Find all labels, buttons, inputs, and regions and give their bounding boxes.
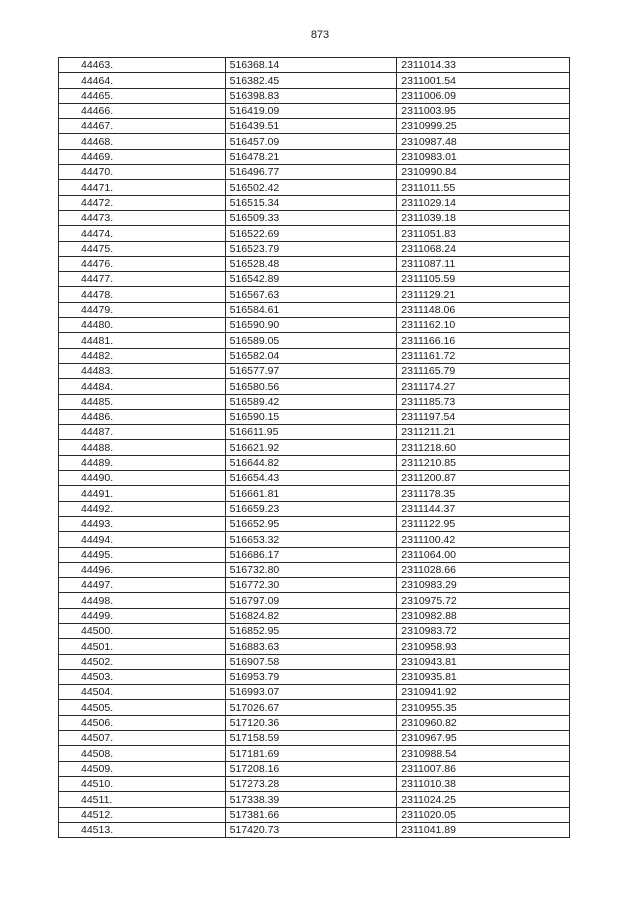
y-coordinate-cell: 2311029.14 bbox=[397, 195, 570, 210]
table-row bbox=[59, 394, 570, 409]
y-coordinate-cell: 2310975.72 bbox=[397, 593, 570, 608]
table-row bbox=[59, 715, 570, 730]
x-coordinate-cell: 516824.82 bbox=[225, 608, 397, 623]
x-coordinate-cell: 516661.81 bbox=[225, 486, 397, 501]
x-coordinate-cell: 517026.67 bbox=[225, 700, 397, 715]
x-coordinate-cell: 516523.79 bbox=[225, 241, 397, 256]
table-row bbox=[59, 149, 570, 164]
point-number-cell: 44494. bbox=[59, 532, 226, 547]
point-number-cell: 44509. bbox=[59, 761, 226, 776]
point-number-cell: 44510. bbox=[59, 776, 226, 791]
table-row bbox=[59, 241, 570, 256]
point-number-cell: 44493. bbox=[59, 516, 226, 531]
x-coordinate-cell: 516653.32 bbox=[225, 532, 397, 547]
table-row bbox=[59, 547, 570, 562]
x-coordinate-cell: 516382.45 bbox=[225, 73, 397, 88]
y-coordinate-cell: 2311162.10 bbox=[397, 318, 570, 333]
x-coordinate-cell: 516652.95 bbox=[225, 516, 397, 531]
y-coordinate-cell: 2311011.55 bbox=[397, 180, 570, 195]
x-coordinate-cell: 516654.43 bbox=[225, 471, 397, 486]
table-row bbox=[59, 272, 570, 287]
x-coordinate-cell: 517181.69 bbox=[225, 746, 397, 761]
table-row bbox=[59, 623, 570, 638]
table-row bbox=[59, 165, 570, 180]
y-coordinate-cell: 2310988.54 bbox=[397, 746, 570, 761]
table-row bbox=[59, 103, 570, 118]
point-number-cell: 44484. bbox=[59, 379, 226, 394]
table-row bbox=[59, 685, 570, 700]
y-coordinate-cell: 2310999.25 bbox=[397, 119, 570, 134]
x-coordinate-cell: 516772.30 bbox=[225, 578, 397, 593]
y-coordinate-cell: 2311100.42 bbox=[397, 532, 570, 547]
y-coordinate-cell: 2311166.16 bbox=[397, 333, 570, 348]
table-row bbox=[59, 578, 570, 593]
table-body bbox=[59, 58, 570, 838]
y-coordinate-cell: 2310982.88 bbox=[397, 608, 570, 623]
y-coordinate-cell: 2311024.25 bbox=[397, 792, 570, 807]
y-coordinate-cell: 2311001.54 bbox=[397, 73, 570, 88]
point-number-cell: 44474. bbox=[59, 226, 226, 241]
point-number-cell: 44513. bbox=[59, 822, 226, 837]
point-number-cell: 44471. bbox=[59, 180, 226, 195]
y-coordinate-cell: 2311144.37 bbox=[397, 501, 570, 516]
table-row bbox=[59, 792, 570, 807]
table-row bbox=[59, 425, 570, 440]
y-coordinate-cell: 2311007.86 bbox=[397, 761, 570, 776]
y-coordinate-cell: 2310935.81 bbox=[397, 669, 570, 684]
point-number-cell: 44500. bbox=[59, 623, 226, 638]
point-number-cell: 44498. bbox=[59, 593, 226, 608]
y-coordinate-cell: 2310990.84 bbox=[397, 165, 570, 180]
point-number-cell: 44475. bbox=[59, 241, 226, 256]
table-row bbox=[59, 593, 570, 608]
point-number-cell: 44463. bbox=[59, 58, 226, 73]
point-number-cell: 44508. bbox=[59, 746, 226, 761]
y-coordinate-cell: 2311148.06 bbox=[397, 302, 570, 317]
table-row bbox=[59, 256, 570, 271]
x-coordinate-cell: 516732.80 bbox=[225, 562, 397, 577]
point-number-cell: 44485. bbox=[59, 394, 226, 409]
table-row bbox=[59, 180, 570, 195]
table-row bbox=[59, 58, 570, 73]
point-number-cell: 44495. bbox=[59, 547, 226, 562]
table-row bbox=[59, 440, 570, 455]
x-coordinate-cell: 517120.36 bbox=[225, 715, 397, 730]
x-coordinate-cell: 516522.69 bbox=[225, 226, 397, 241]
y-coordinate-cell: 2311064.00 bbox=[397, 547, 570, 562]
y-coordinate-cell: 2310958.93 bbox=[397, 639, 570, 654]
point-number-cell: 44503. bbox=[59, 669, 226, 684]
x-coordinate-cell: 517158.59 bbox=[225, 731, 397, 746]
point-number-cell: 44478. bbox=[59, 287, 226, 302]
y-coordinate-cell: 2311028.66 bbox=[397, 562, 570, 577]
y-coordinate-cell: 2311161.72 bbox=[397, 348, 570, 363]
x-coordinate-cell: 517338.39 bbox=[225, 792, 397, 807]
x-coordinate-cell: 516686.17 bbox=[225, 547, 397, 562]
y-coordinate-cell: 2311087.11 bbox=[397, 256, 570, 271]
table-row bbox=[59, 333, 570, 348]
y-coordinate-cell: 2311051.83 bbox=[397, 226, 570, 241]
table-row bbox=[59, 486, 570, 501]
table-row bbox=[59, 409, 570, 424]
y-coordinate-cell: 2311185.73 bbox=[397, 394, 570, 409]
x-coordinate-cell: 516509.33 bbox=[225, 210, 397, 225]
y-coordinate-cell: 2310943.81 bbox=[397, 654, 570, 669]
point-number-cell: 44477. bbox=[59, 272, 226, 287]
x-coordinate-cell: 516582.04 bbox=[225, 348, 397, 363]
point-number-cell: 44492. bbox=[59, 501, 226, 516]
y-coordinate-cell: 2311039.18 bbox=[397, 210, 570, 225]
point-number-cell: 44473. bbox=[59, 210, 226, 225]
point-number-cell: 44507. bbox=[59, 731, 226, 746]
table-row bbox=[59, 562, 570, 577]
point-number-cell: 44512. bbox=[59, 807, 226, 822]
table-row bbox=[59, 654, 570, 669]
x-coordinate-cell: 516589.05 bbox=[225, 333, 397, 348]
page-number: 873 bbox=[310, 29, 330, 41]
y-coordinate-cell: 2311014.33 bbox=[397, 58, 570, 73]
table-row bbox=[59, 669, 570, 684]
point-number-cell: 44489. bbox=[59, 455, 226, 470]
x-coordinate-cell: 516589.42 bbox=[225, 394, 397, 409]
y-coordinate-cell: 2310983.29 bbox=[397, 578, 570, 593]
x-coordinate-cell: 516953.79 bbox=[225, 669, 397, 684]
point-number-cell: 44504. bbox=[59, 685, 226, 700]
table-row bbox=[59, 761, 570, 776]
table-row bbox=[59, 501, 570, 516]
x-coordinate-cell: 516528.48 bbox=[225, 256, 397, 271]
y-coordinate-cell: 2311122.95 bbox=[397, 516, 570, 531]
y-coordinate-cell: 2310941.92 bbox=[397, 685, 570, 700]
x-coordinate-cell: 516590.90 bbox=[225, 318, 397, 333]
table-row bbox=[59, 700, 570, 715]
x-coordinate-cell: 516907.58 bbox=[225, 654, 397, 669]
point-number-cell: 44497. bbox=[59, 578, 226, 593]
table-row bbox=[59, 455, 570, 470]
point-number-cell: 44466. bbox=[59, 103, 226, 118]
y-coordinate-cell: 2311211.21 bbox=[397, 425, 570, 440]
point-number-cell: 44511. bbox=[59, 792, 226, 807]
y-coordinate-cell: 2311210.85 bbox=[397, 455, 570, 470]
point-number-cell: 44506. bbox=[59, 715, 226, 730]
y-coordinate-cell: 2310983.01 bbox=[397, 149, 570, 164]
point-number-cell: 44488. bbox=[59, 440, 226, 455]
x-coordinate-cell: 516852.95 bbox=[225, 623, 397, 638]
y-coordinate-cell: 2311068.24 bbox=[397, 241, 570, 256]
table-row bbox=[59, 516, 570, 531]
table-row bbox=[59, 776, 570, 791]
x-coordinate-cell: 517381.66 bbox=[225, 807, 397, 822]
y-coordinate-cell: 2311010.38 bbox=[397, 776, 570, 791]
x-coordinate-cell: 516502.42 bbox=[225, 180, 397, 195]
table-row bbox=[59, 287, 570, 302]
point-number-cell: 44468. bbox=[59, 134, 226, 149]
y-coordinate-cell: 2311041.89 bbox=[397, 822, 570, 837]
point-number-cell: 44470. bbox=[59, 165, 226, 180]
y-coordinate-cell: 2310960.82 bbox=[397, 715, 570, 730]
point-number-cell: 44479. bbox=[59, 302, 226, 317]
x-coordinate-cell: 517420.73 bbox=[225, 822, 397, 837]
x-coordinate-cell: 516797.09 bbox=[225, 593, 397, 608]
point-number-cell: 44469. bbox=[59, 149, 226, 164]
x-coordinate-cell: 516515.34 bbox=[225, 195, 397, 210]
point-number-cell: 44481. bbox=[59, 333, 226, 348]
x-coordinate-cell: 516496.77 bbox=[225, 165, 397, 180]
y-coordinate-cell: 2311178.35 bbox=[397, 486, 570, 501]
point-number-cell: 44491. bbox=[59, 486, 226, 501]
table-row bbox=[59, 746, 570, 761]
point-number-cell: 44476. bbox=[59, 256, 226, 271]
table-row bbox=[59, 195, 570, 210]
point-number-cell: 44482. bbox=[59, 348, 226, 363]
x-coordinate-cell: 517273.28 bbox=[225, 776, 397, 791]
table-row bbox=[59, 822, 570, 837]
point-number-cell: 44472. bbox=[59, 195, 226, 210]
x-coordinate-cell: 517208.16 bbox=[225, 761, 397, 776]
point-number-cell: 44465. bbox=[59, 88, 226, 103]
table-row bbox=[59, 302, 570, 317]
table-row bbox=[59, 134, 570, 149]
y-coordinate-cell: 2310955.35 bbox=[397, 700, 570, 715]
point-number-cell: 44486. bbox=[59, 409, 226, 424]
x-coordinate-cell: 516419.09 bbox=[225, 103, 397, 118]
y-coordinate-cell: 2311003.95 bbox=[397, 103, 570, 118]
point-number-cell: 44505. bbox=[59, 700, 226, 715]
y-coordinate-cell: 2310987.48 bbox=[397, 134, 570, 149]
point-number-cell: 44502. bbox=[59, 654, 226, 669]
y-coordinate-cell: 2311218.60 bbox=[397, 440, 570, 455]
y-coordinate-cell: 2311129.21 bbox=[397, 287, 570, 302]
x-coordinate-cell: 516478.21 bbox=[225, 149, 397, 164]
coordinate-table bbox=[58, 57, 570, 838]
table-row bbox=[59, 532, 570, 547]
y-coordinate-cell: 2311200.87 bbox=[397, 471, 570, 486]
table-row bbox=[59, 348, 570, 363]
table-row bbox=[59, 363, 570, 378]
y-coordinate-cell: 2311020.05 bbox=[397, 807, 570, 822]
table-row bbox=[59, 471, 570, 486]
x-coordinate-cell: 516368.14 bbox=[225, 58, 397, 73]
x-coordinate-cell: 516659.23 bbox=[225, 501, 397, 516]
x-coordinate-cell: 516590.15 bbox=[225, 409, 397, 424]
point-number-cell: 44480. bbox=[59, 318, 226, 333]
x-coordinate-cell: 516644.82 bbox=[225, 455, 397, 470]
table-row bbox=[59, 608, 570, 623]
y-coordinate-cell: 2311197.54 bbox=[397, 409, 570, 424]
table-row bbox=[59, 807, 570, 822]
x-coordinate-cell: 516883.63 bbox=[225, 639, 397, 654]
point-number-cell: 44464. bbox=[59, 73, 226, 88]
point-number-cell: 44490. bbox=[59, 471, 226, 486]
table-row bbox=[59, 88, 570, 103]
table-row bbox=[59, 318, 570, 333]
y-coordinate-cell: 2311105.59 bbox=[397, 272, 570, 287]
x-coordinate-cell: 516577.97 bbox=[225, 363, 397, 378]
point-number-cell: 44499. bbox=[59, 608, 226, 623]
x-coordinate-cell: 516439.51 bbox=[225, 119, 397, 134]
point-number-cell: 44501. bbox=[59, 639, 226, 654]
y-coordinate-cell: 2311006.09 bbox=[397, 88, 570, 103]
x-coordinate-cell: 516993.07 bbox=[225, 685, 397, 700]
y-coordinate-cell: 2311165.79 bbox=[397, 363, 570, 378]
x-coordinate-cell: 516542.89 bbox=[225, 272, 397, 287]
table-row bbox=[59, 210, 570, 225]
x-coordinate-cell: 516398.83 bbox=[225, 88, 397, 103]
table-row bbox=[59, 731, 570, 746]
x-coordinate-cell: 516567.63 bbox=[225, 287, 397, 302]
y-coordinate-cell: 2310967.95 bbox=[397, 731, 570, 746]
x-coordinate-cell: 516457.09 bbox=[225, 134, 397, 149]
point-number-cell: 44487. bbox=[59, 425, 226, 440]
x-coordinate-cell: 516584.61 bbox=[225, 302, 397, 317]
table-row bbox=[59, 119, 570, 134]
point-number-cell: 44467. bbox=[59, 119, 226, 134]
x-coordinate-cell: 516611.95 bbox=[225, 425, 397, 440]
x-coordinate-cell: 516580.56 bbox=[225, 379, 397, 394]
y-coordinate-cell: 2311174.27 bbox=[397, 379, 570, 394]
table-row bbox=[59, 379, 570, 394]
x-coordinate-cell: 516621.92 bbox=[225, 440, 397, 455]
y-coordinate-cell: 2310983.72 bbox=[397, 623, 570, 638]
point-number-cell: 44483. bbox=[59, 363, 226, 378]
table-row bbox=[59, 226, 570, 241]
table-row bbox=[59, 73, 570, 88]
point-number-cell: 44496. bbox=[59, 562, 226, 577]
table-row bbox=[59, 639, 570, 654]
